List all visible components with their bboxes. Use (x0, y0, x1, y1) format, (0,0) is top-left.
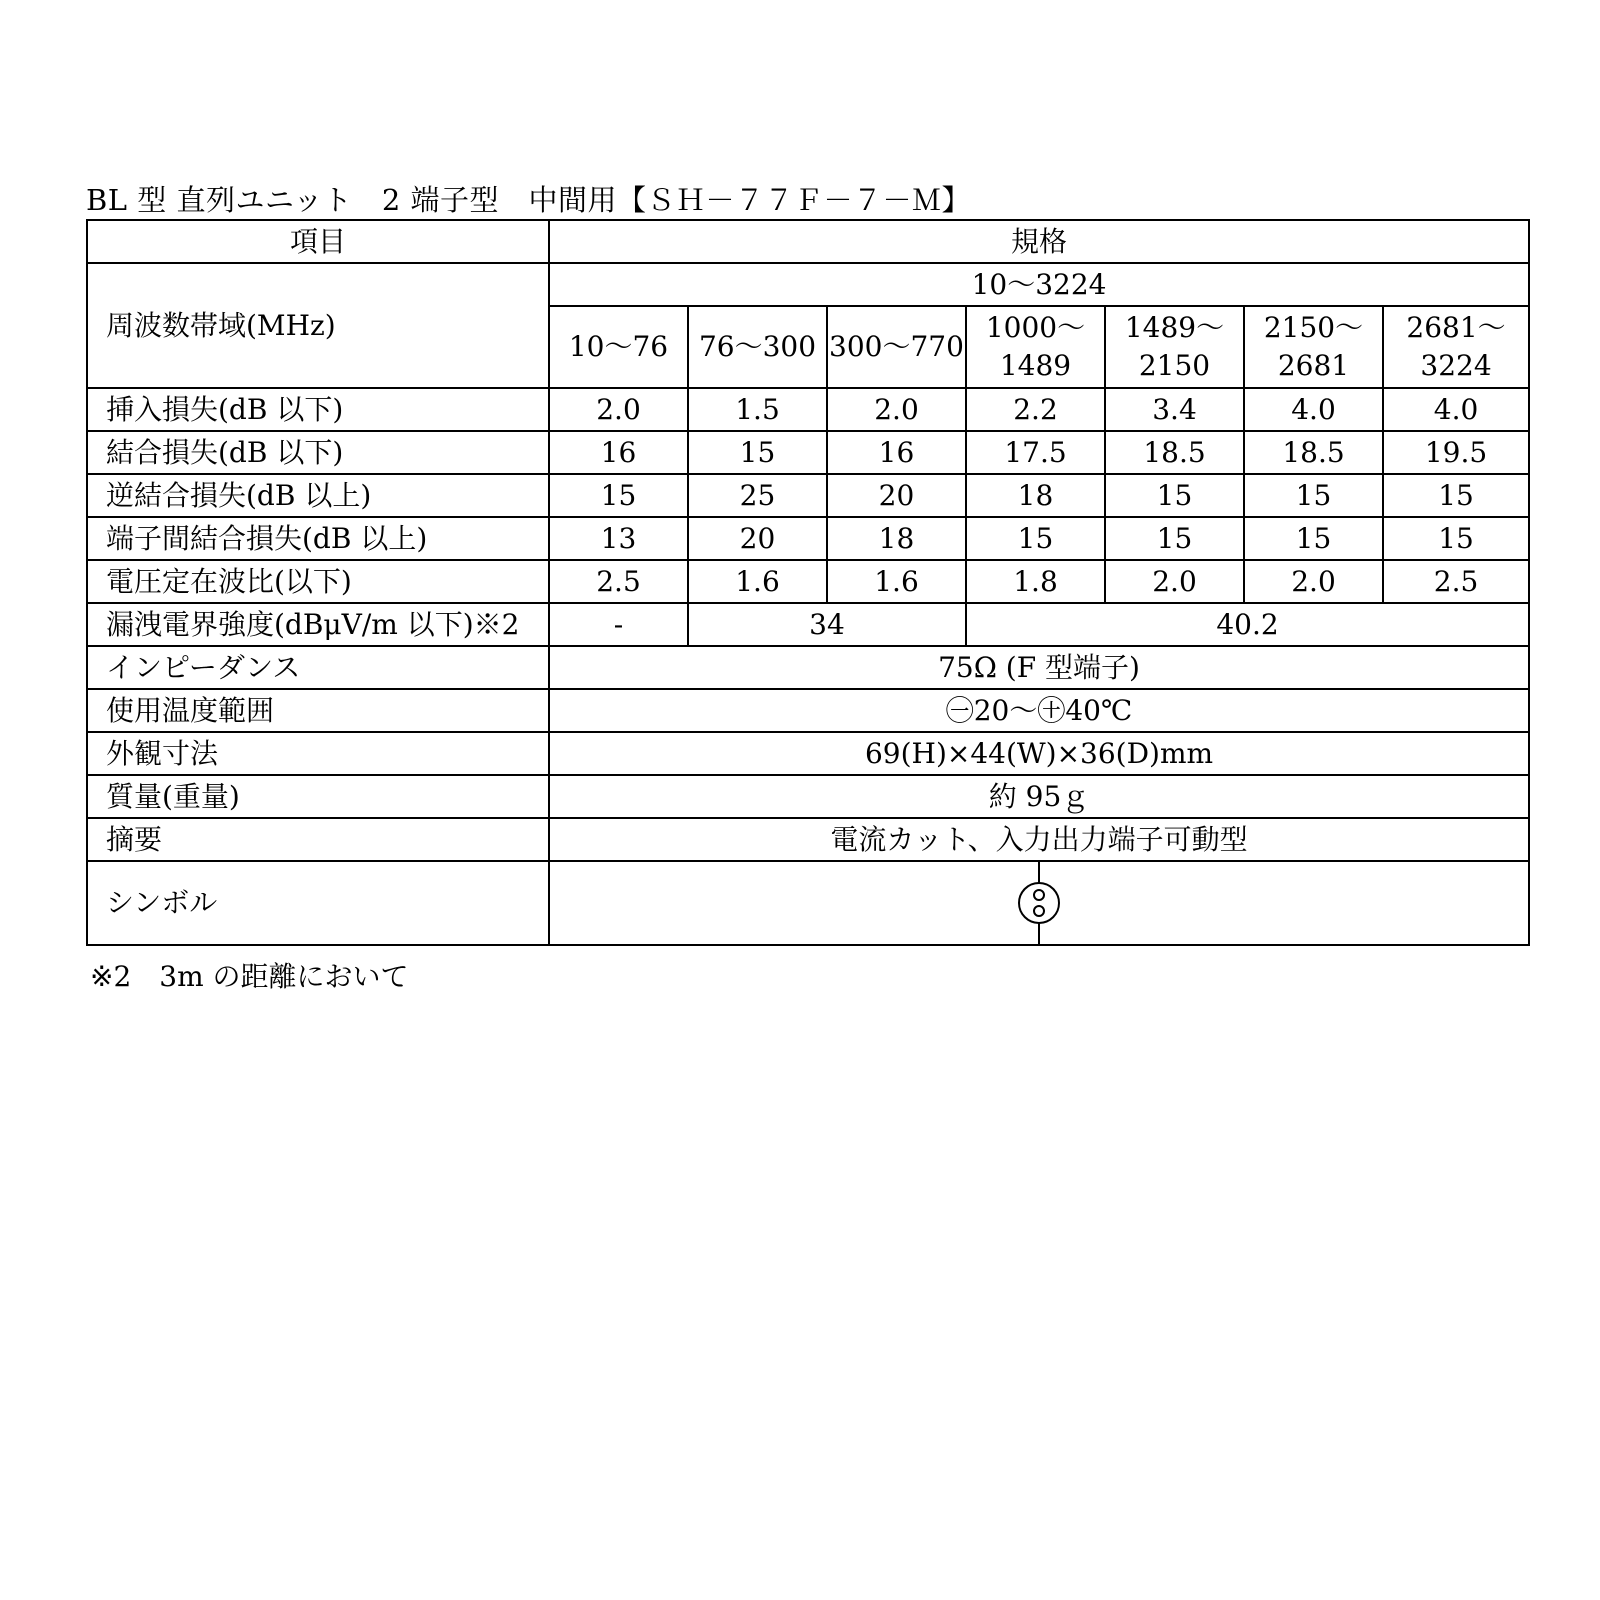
band-cell: 1000～ 1489 (966, 306, 1105, 388)
table-row (87, 517, 1529, 560)
row-value: 3.4 (1105, 388, 1244, 431)
table-row (87, 560, 1529, 603)
row-value: 13 (549, 517, 688, 560)
row-label: 逆結合損失(dB 以上) (87, 474, 549, 517)
row-value: 19.5 (1383, 431, 1529, 474)
row-value: 15 (1383, 517, 1529, 560)
table-row (87, 818, 1529, 861)
row-value: 2.0 (827, 388, 966, 431)
row-value: 15 (1244, 517, 1383, 560)
table-row (87, 474, 1529, 517)
leakage-value-3: 40.2 (966, 603, 1529, 646)
band-cell: 76～300 (688, 306, 827, 388)
table-row (87, 646, 1529, 689)
row-value: 25 (688, 474, 827, 517)
spec-table (86, 219, 1530, 946)
single-rows (87, 646, 1529, 861)
row-value: 20 (827, 474, 966, 517)
table-row (87, 689, 1529, 732)
row-value: 2.0 (1244, 560, 1383, 603)
row-value: 電流カット、入力出力端子可動型 (549, 818, 1529, 861)
leakage-label: 漏洩電界強度(dBμV/m 以下)※2 (87, 603, 549, 646)
table-row (87, 732, 1529, 775)
row-value: 20 (688, 517, 827, 560)
row-value: 15 (1244, 474, 1383, 517)
row-value: 15 (1105, 517, 1244, 560)
row-value: ㊀20～㊉40℃ (549, 689, 1529, 732)
row-label: 電圧定在波比(以下) (87, 560, 549, 603)
row-label: 摘要 (87, 818, 549, 861)
band-cell: 2150～ 2681 (1244, 306, 1383, 388)
footnote: ※2 3m の距離において (90, 960, 409, 993)
header-row (87, 220, 1529, 263)
table-row (87, 431, 1529, 474)
row-value: 2.5 (549, 560, 688, 603)
row-value: 18 (827, 517, 966, 560)
row-value: 17.5 (966, 431, 1105, 474)
band-cell: 1489～ 2150 (1105, 306, 1244, 388)
header-item: 項目 (87, 220, 549, 263)
row-value: 2.0 (1105, 560, 1244, 603)
row-value: 約 95ｇ (549, 775, 1529, 818)
table-row (87, 388, 1529, 431)
row-value: 15 (1105, 474, 1244, 517)
frequency-overall: 10～3224 (549, 263, 1529, 306)
leakage-value-1: - (549, 603, 688, 646)
band-cell: 10～76 (549, 306, 688, 388)
row-label: 外観寸法 (87, 732, 549, 775)
row-value: 2.2 (966, 388, 1105, 431)
band-cell: 2681～ 3224 (1383, 306, 1529, 388)
symbol-cell (549, 861, 1529, 945)
frequency-row (87, 263, 1529, 306)
header-spec: 規格 (549, 220, 1529, 263)
row-value: 75Ω (F 型端子) (549, 646, 1529, 689)
band-cell: 300～770 (827, 306, 966, 388)
document-title: BL 型 直列ユニット 2 端子型 中間用【ＳＨ－７７Ｆ－７－Ｍ】 (86, 183, 972, 217)
row-value: 18.5 (1244, 431, 1383, 474)
row-value: 1.5 (688, 388, 827, 431)
row-label: 質量(重量) (87, 775, 549, 818)
row-value: 15 (549, 474, 688, 517)
row-value: 2.0 (549, 388, 688, 431)
row-value: 15 (966, 517, 1105, 560)
row-value: 15 (688, 431, 827, 474)
row-value: 1.6 (827, 560, 966, 603)
series-unit-symbol-icon (1009, 862, 1069, 944)
leakage-value-2: 34 (688, 603, 966, 646)
row-value: 18.5 (1105, 431, 1244, 474)
table-row (87, 775, 1529, 818)
row-label: インピーダンス (87, 646, 549, 689)
row-label: 結合損失(dB 以下) (87, 431, 549, 474)
symbol-label: シンボル (87, 861, 549, 945)
row-value: 15 (1383, 474, 1529, 517)
row-value: 2.5 (1383, 560, 1529, 603)
row-value: 4.0 (1244, 388, 1383, 431)
row-label: 端子間結合損失(dB 以上) (87, 517, 549, 560)
row-value: 16 (827, 431, 966, 474)
row-value: 1.8 (966, 560, 1105, 603)
symbol-row (87, 861, 1529, 945)
value-rows (87, 388, 1529, 603)
row-value: 18 (966, 474, 1105, 517)
row-value: 16 (549, 431, 688, 474)
row-value: 1.6 (688, 560, 827, 603)
leakage-row (87, 603, 1529, 646)
frequency-label: 周波数帯域(MHz) (87, 263, 549, 388)
row-label: 挿入損失(dB 以下) (87, 388, 549, 431)
row-label: 使用温度範囲 (87, 689, 549, 732)
row-value: 69(H)×44(W)×36(D)mm (549, 732, 1529, 775)
row-value: 4.0 (1383, 388, 1529, 431)
